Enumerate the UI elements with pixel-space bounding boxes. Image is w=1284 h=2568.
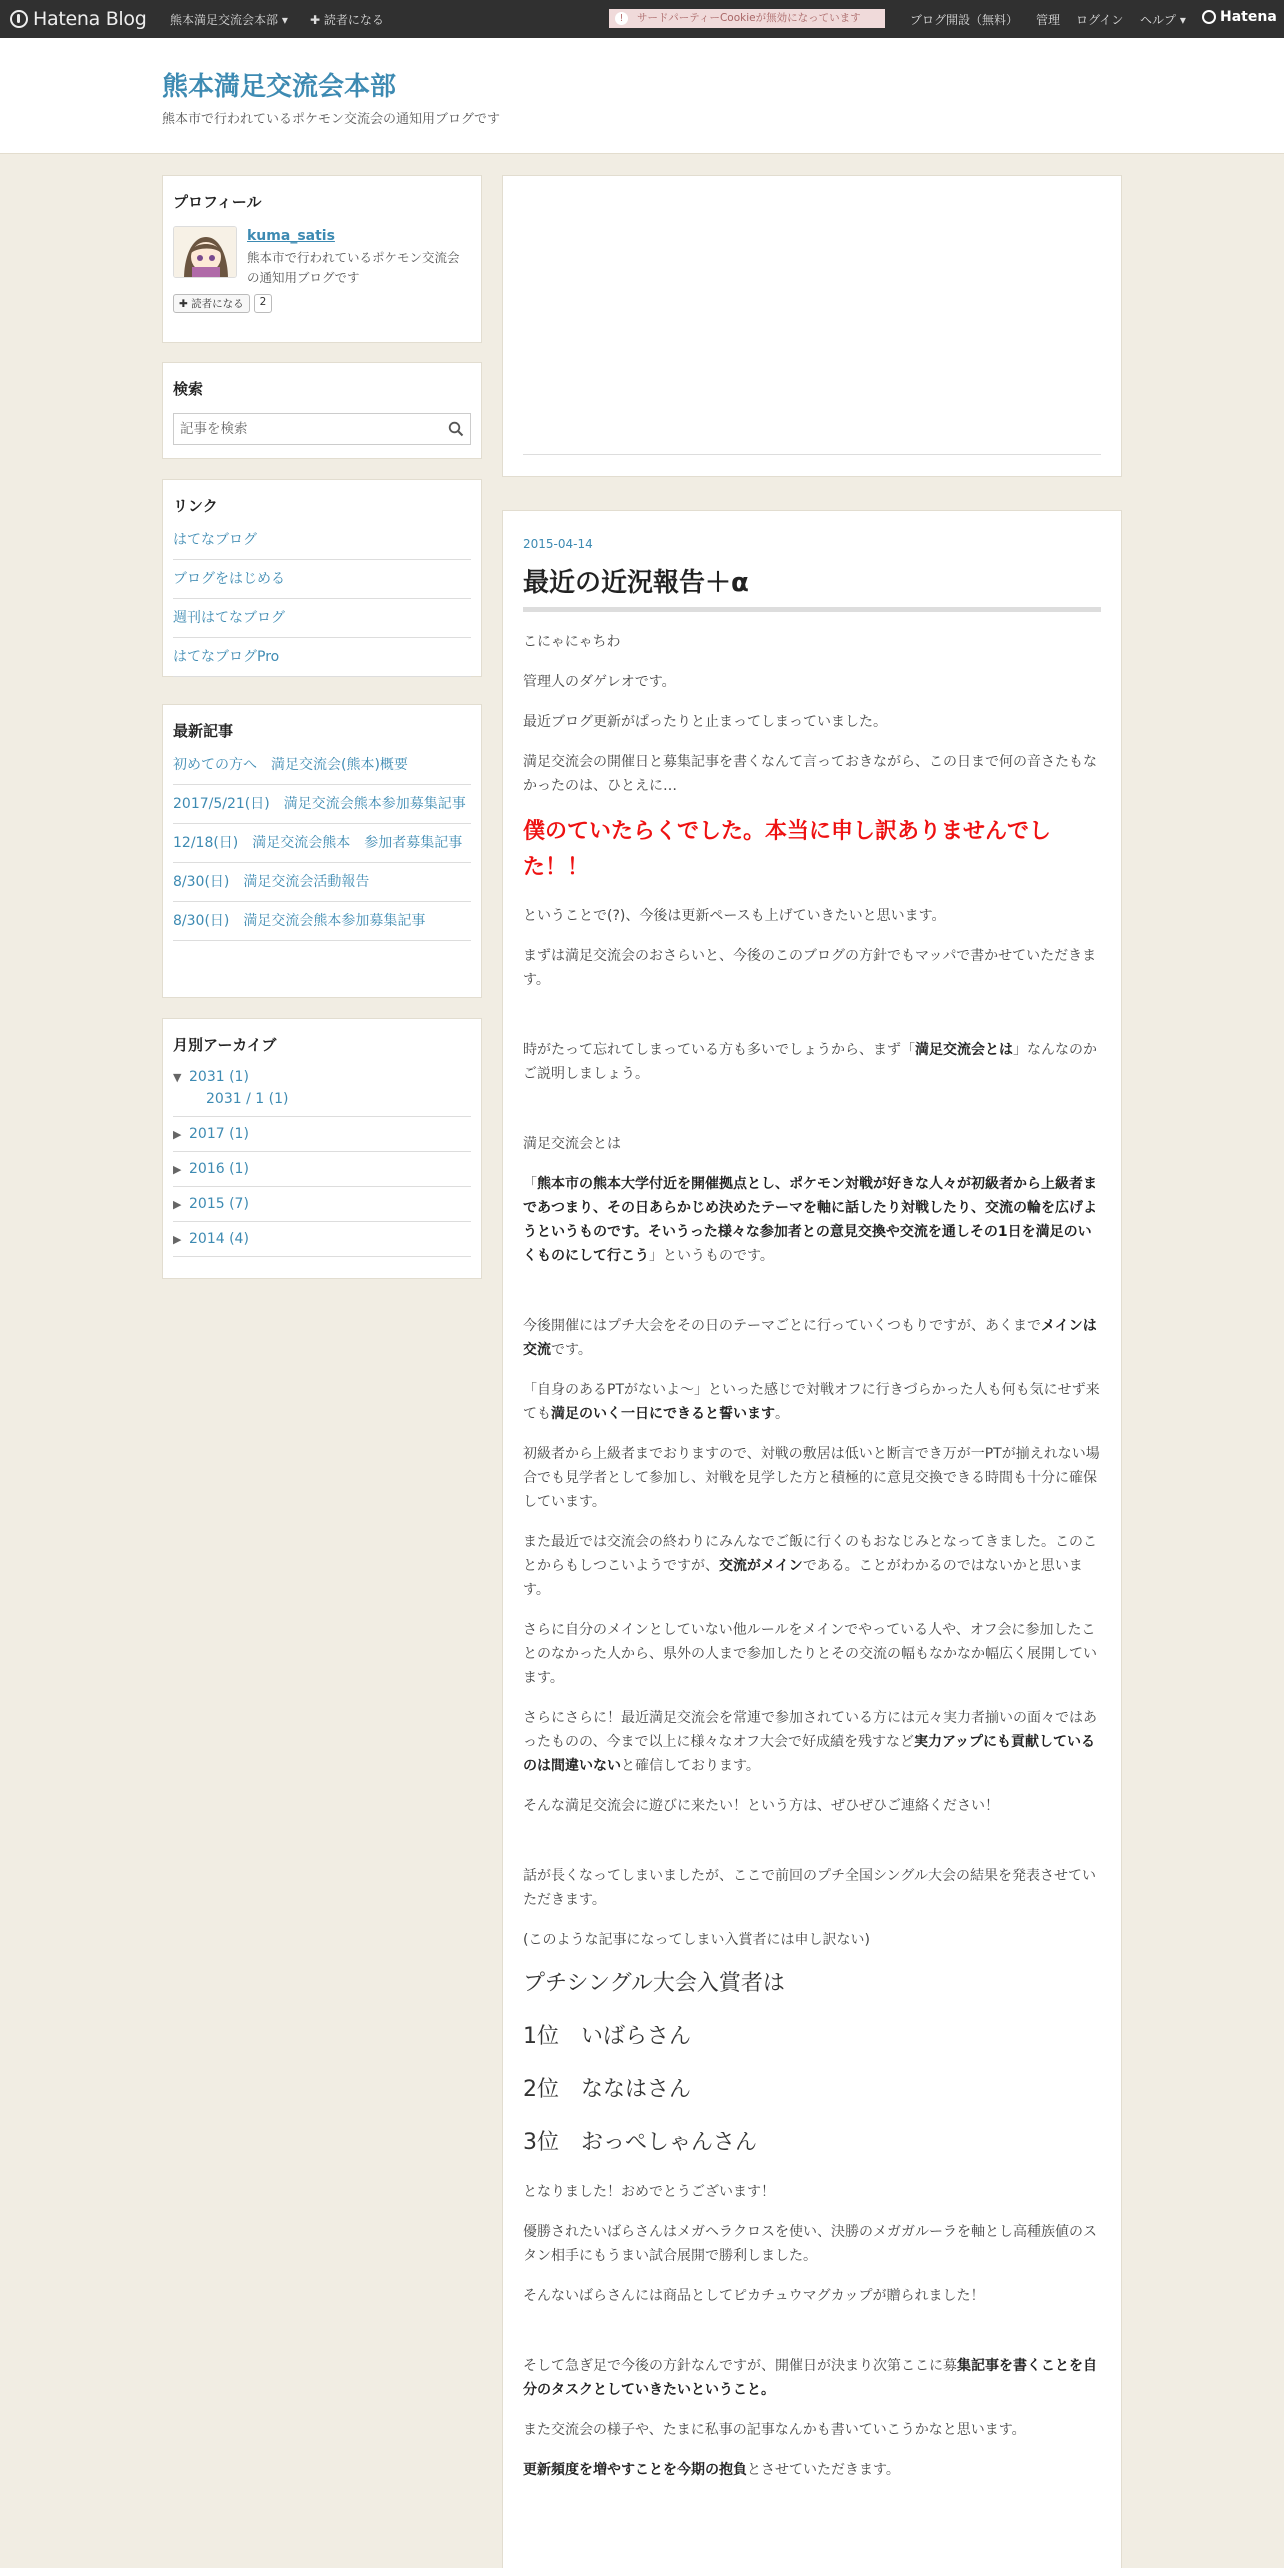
recent-entry-link[interactable]: 初めての方へ 満足交流会(熊本)概要 bbox=[173, 755, 471, 785]
login-link[interactable]: ログイン bbox=[1076, 13, 1124, 27]
paragraph: 話が長くなってしまいましたが、ここで前回のプチ全国シングル大会の結果を発表させていただきます。 bbox=[523, 1868, 1096, 1908]
recent-entry-link[interactable]: 12/18(日) 満足交流会熊本 参加者募集記事 bbox=[173, 824, 471, 863]
archive-year-2016[interactable] bbox=[173, 1152, 471, 1187]
recent-entry-link[interactable]: 2017/5/21(日) 満足交流会熊本参加募集記事 bbox=[173, 785, 471, 824]
third-place: 3位 おっぺしゃんさん bbox=[523, 2130, 757, 2155]
profile-description: 熊本市で行われているポケモン交流会の通知用ブログです bbox=[247, 250, 460, 285]
hatena-blog-logo[interactable] bbox=[10, 8, 147, 30]
search-input[interactable] bbox=[174, 414, 470, 444]
bold-text: 満足のいく一日にできると誓います bbox=[551, 1406, 775, 1422]
profile-title: プロフィール bbox=[173, 193, 262, 211]
paragraph: 最近ブログ更新がぱったりと止まってしまっていました。 bbox=[523, 714, 887, 730]
bold-text: 満足交流会とは bbox=[915, 1042, 1013, 1058]
text-span: 」なんなのかご説明しましょう。 bbox=[523, 1042, 1097, 1082]
cookie-warning-text: サードパーティーCookieが無効になっています bbox=[637, 12, 861, 24]
paragraph bbox=[523, 1172, 1101, 1268]
results-heading: プチシングル大会入賞者は bbox=[523, 1971, 785, 1996]
entry-date[interactable]: 2015-04-14 bbox=[523, 537, 593, 551]
first-place: 1位 いばらさん bbox=[523, 2024, 691, 2049]
blog-header bbox=[0, 38, 1284, 154]
archive-year-2031[interactable] bbox=[173, 1069, 471, 1117]
avatar-image bbox=[174, 227, 237, 278]
profile-module bbox=[162, 175, 482, 343]
hatena-brand[interactable] bbox=[1202, 9, 1277, 25]
blog-description: 熊本市で行われているポケモン交流会の通知用ブログです bbox=[162, 112, 501, 127]
paragraph: また交流会の様子や、たまに私事の記事なんかも書いていこうかなと思います。 bbox=[523, 2422, 1026, 2438]
bold-text: 熊本市の熊本大学付近を開催拠点とし、ポケモン対戦が好きな人々が初級者から上級者まであつまり、その日あらかじめ決めたテーマを軸に話したり対戦したり、交流の輪を広げようというものです。そいうった様々な参加者との意見交換や交流を通しその1日を満足のいくものにして行こう bbox=[523, 1176, 1097, 1264]
archive-month-link[interactable]: 2031 / 1 (1) bbox=[206, 1091, 289, 1107]
text-span: 「自身のあるPTがないよ～」といった感じで対戦オフに行きづらかった人も何も気にせず来ても bbox=[523, 1382, 1100, 1422]
manage-link[interactable]: 管理 bbox=[1036, 13, 1061, 27]
subscribe-button[interactable]: ✚ 読者になる bbox=[173, 294, 250, 313]
text-span: と確信しております。 bbox=[621, 1758, 760, 1774]
recent-entries-module bbox=[162, 704, 482, 998]
hatena-blog-logo-text: Hatena Blog bbox=[33, 8, 147, 30]
archive-title: 月別アーカイブ bbox=[173, 1036, 277, 1054]
paragraph bbox=[523, 1706, 1101, 1778]
cookie-warning[interactable] bbox=[609, 9, 885, 28]
blog-title[interactable]: 熊本満足交流会本部 bbox=[162, 72, 397, 102]
text-span: 」というものです。 bbox=[649, 1248, 774, 1264]
triangle-right-icon[interactable]: ▶ bbox=[173, 1233, 182, 1246]
triangle-right-icon[interactable]: ▶ bbox=[173, 1198, 182, 1211]
paragraph: 優勝されたいばらさんはメガヘラクロスを使い、決勝のメガガルーラを軸とし高種族値のスタン相手にもうまい試合展開で勝利しました。 bbox=[523, 2224, 1097, 2264]
paragraph: さらに自分のメインとしていない他ルールをメインでやっている人や、オフ会に参加したことのなかった人から、県外の人まで参加したりとその交流の幅もなかなか幅広く展開しています。 bbox=[523, 1622, 1097, 1686]
archive-year-2014[interactable] bbox=[173, 1222, 471, 1257]
archive-year-2017[interactable] bbox=[173, 1117, 471, 1152]
bold-text: メインは交流 bbox=[523, 1318, 1097, 1358]
paragraph: そんな満足交流会に遊びに来たい！という方は、ぜひぜひご連絡ください！ bbox=[523, 1798, 999, 1814]
article bbox=[502, 510, 1122, 2568]
search-module bbox=[162, 362, 482, 459]
search-icon[interactable] bbox=[448, 421, 464, 437]
ad-module bbox=[502, 175, 1122, 477]
paragraph: 管理人のダゲレオです。 bbox=[523, 674, 676, 690]
info-icon: ! bbox=[615, 12, 628, 25]
paragraph bbox=[523, 1314, 1101, 1362]
global-header-bar bbox=[0, 0, 1284, 38]
recent-entry-link[interactable]: 8/30(日) 満足交流会活動報告 bbox=[173, 863, 471, 902]
archive-year-label[interactable]: 2015 (7) bbox=[189, 1196, 249, 1212]
archive-year-label[interactable]: 2016 (1) bbox=[189, 1161, 249, 1177]
archive-module bbox=[162, 1018, 482, 1279]
archive-year-label[interactable]: 2031 (1) bbox=[189, 1069, 249, 1085]
links-module bbox=[162, 479, 482, 677]
archive-year-2015[interactable] bbox=[173, 1187, 471, 1222]
paragraph bbox=[523, 1378, 1101, 1426]
paragraph bbox=[523, 1530, 1101, 1602]
entry-title[interactable]: 最近の近況報告＋α bbox=[523, 562, 1101, 612]
paragraph: まずは満足交流会のおさらいと、今後のこのブログの方針でもマッパで書かせていただきます。 bbox=[523, 948, 1097, 988]
text-span: 今後開催にはプチ大会をその日のテーマごとに行っていくつもりですが、あくまで bbox=[523, 1318, 1041, 1334]
paragraph: ということで(?)、今後は更新ペースも上げていきたいと思います。 bbox=[523, 908, 946, 924]
recent-entries-title: 最新記事 bbox=[173, 722, 234, 740]
text-span: である。ことがわかるのではないかと思います。 bbox=[523, 1558, 1083, 1598]
link-hatena-blog[interactable]: はてなブログ bbox=[173, 530, 471, 560]
archive-year-label[interactable]: 2014 (4) bbox=[189, 1231, 249, 1247]
link-hatena-blog-pro[interactable]: はてなブログPro bbox=[173, 638, 471, 677]
subscriber-count: 2 bbox=[254, 294, 273, 313]
recent-entry-link[interactable]: 8/30(日) 満足交流会熊本参加募集記事 bbox=[173, 902, 471, 941]
profile-name-link[interactable]: kuma_satis bbox=[247, 228, 335, 244]
paragraph: そんないばらさんには商品としてピカチュウマグカップが贈られました！ bbox=[523, 2288, 985, 2304]
text-span: そして急ぎ足で今後の方針なんですが、開催日が決まり次第ここに募 bbox=[523, 2358, 957, 2374]
triangle-right-icon[interactable]: ▶ bbox=[173, 1128, 182, 1141]
text-span: 「 bbox=[523, 1176, 537, 1192]
entry-body bbox=[523, 630, 1101, 2482]
bold-text: 集記事を書くことを自分のタスクとしていきたいということ。 bbox=[523, 2358, 1097, 2398]
link-weekly-hatena-blog[interactable]: 週刊はてなブログ bbox=[173, 599, 471, 638]
hatena-brand-icon bbox=[1202, 10, 1216, 24]
paragraph: 初級者から上級者までおりますので、対戦の敷居は低いと断言でき万が一PTが揃えれない場合でも見学者として参加し、対戦を見学した方と積極的に意見交換できる時間も十分に確保しています。 bbox=[523, 1446, 1100, 1510]
triangle-down-icon[interactable]: ▼ bbox=[173, 1071, 182, 1084]
text-span: また最近では交流会の終わりにみんなでご飯に行くのもおなじみとなってきました。このことからもしつこいようですが、 bbox=[523, 1534, 1097, 1574]
text-span: 。 bbox=[775, 1406, 789, 1422]
hatena-blog-logo-icon bbox=[10, 10, 28, 28]
hatena-brand-text: Hatena bbox=[1220, 9, 1277, 25]
apology-heading: 僕のていたらくでした。本当に申し訳ありませんでした！！ bbox=[523, 819, 1052, 880]
paragraph: 満足交流会の開催日と募集記事を書くなんて言っておきながら、この日まで何の音さたもなかったのは、ひとえに… bbox=[523, 754, 1097, 794]
blog-menu-dropdown[interactable]: 熊本満足交流会本部 ▾ bbox=[170, 13, 288, 27]
paragraph: となりました！おめでとうございます！ bbox=[523, 2184, 775, 2200]
triangle-right-icon[interactable]: ▶ bbox=[173, 1163, 182, 1176]
start-blog-link[interactable]: ブログ開設（無料） bbox=[910, 13, 1019, 27]
second-place: 2位 ななはさん bbox=[523, 2077, 691, 2102]
link-start-blog[interactable]: ブログをはじめる bbox=[173, 560, 471, 599]
bold-text: 実力アップにも貢献しているのは間違いない bbox=[523, 1734, 1096, 1774]
paragraph bbox=[523, 2458, 1101, 2482]
paragraph: (このような記事になってしまい入賞者には申し訳ない) bbox=[523, 1932, 870, 1948]
paragraph: 満足交流会とは bbox=[523, 1136, 621, 1152]
paragraph bbox=[523, 1038, 1101, 1086]
links-title: リンク bbox=[173, 497, 218, 515]
text-span: さらにさらに！最近満足交流会を常連で参加されている方には元々実力者揃いの面々ではあったものの、今まで以上に様々なオフ大会で好成績を残すなど bbox=[523, 1710, 1097, 1750]
bold-text: 更新頻度を増やすことを今期の抱負 bbox=[523, 2462, 747, 2478]
text-span: です。 bbox=[551, 1342, 592, 1358]
paragraph: こにゃにゃちわ bbox=[523, 634, 621, 650]
search-title: 検索 bbox=[173, 380, 204, 398]
subscribe-link[interactable]: ✚ 読者になる bbox=[310, 13, 384, 27]
paragraph bbox=[523, 2354, 1101, 2402]
archive-year-label[interactable]: 2017 (1) bbox=[189, 1126, 249, 1142]
bold-text: 交流がメイン bbox=[719, 1558, 803, 1574]
text-span: とさせていただきます。 bbox=[747, 2462, 900, 2478]
ad-divider bbox=[523, 454, 1101, 455]
search-box bbox=[173, 413, 471, 445]
help-dropdown[interactable]: ヘルプ ▾ bbox=[1140, 13, 1186, 27]
avatar[interactable] bbox=[173, 226, 237, 278]
text-span: 時がたって忘れてしまっている方も多いでしょうから、まず「 bbox=[523, 1042, 915, 1058]
